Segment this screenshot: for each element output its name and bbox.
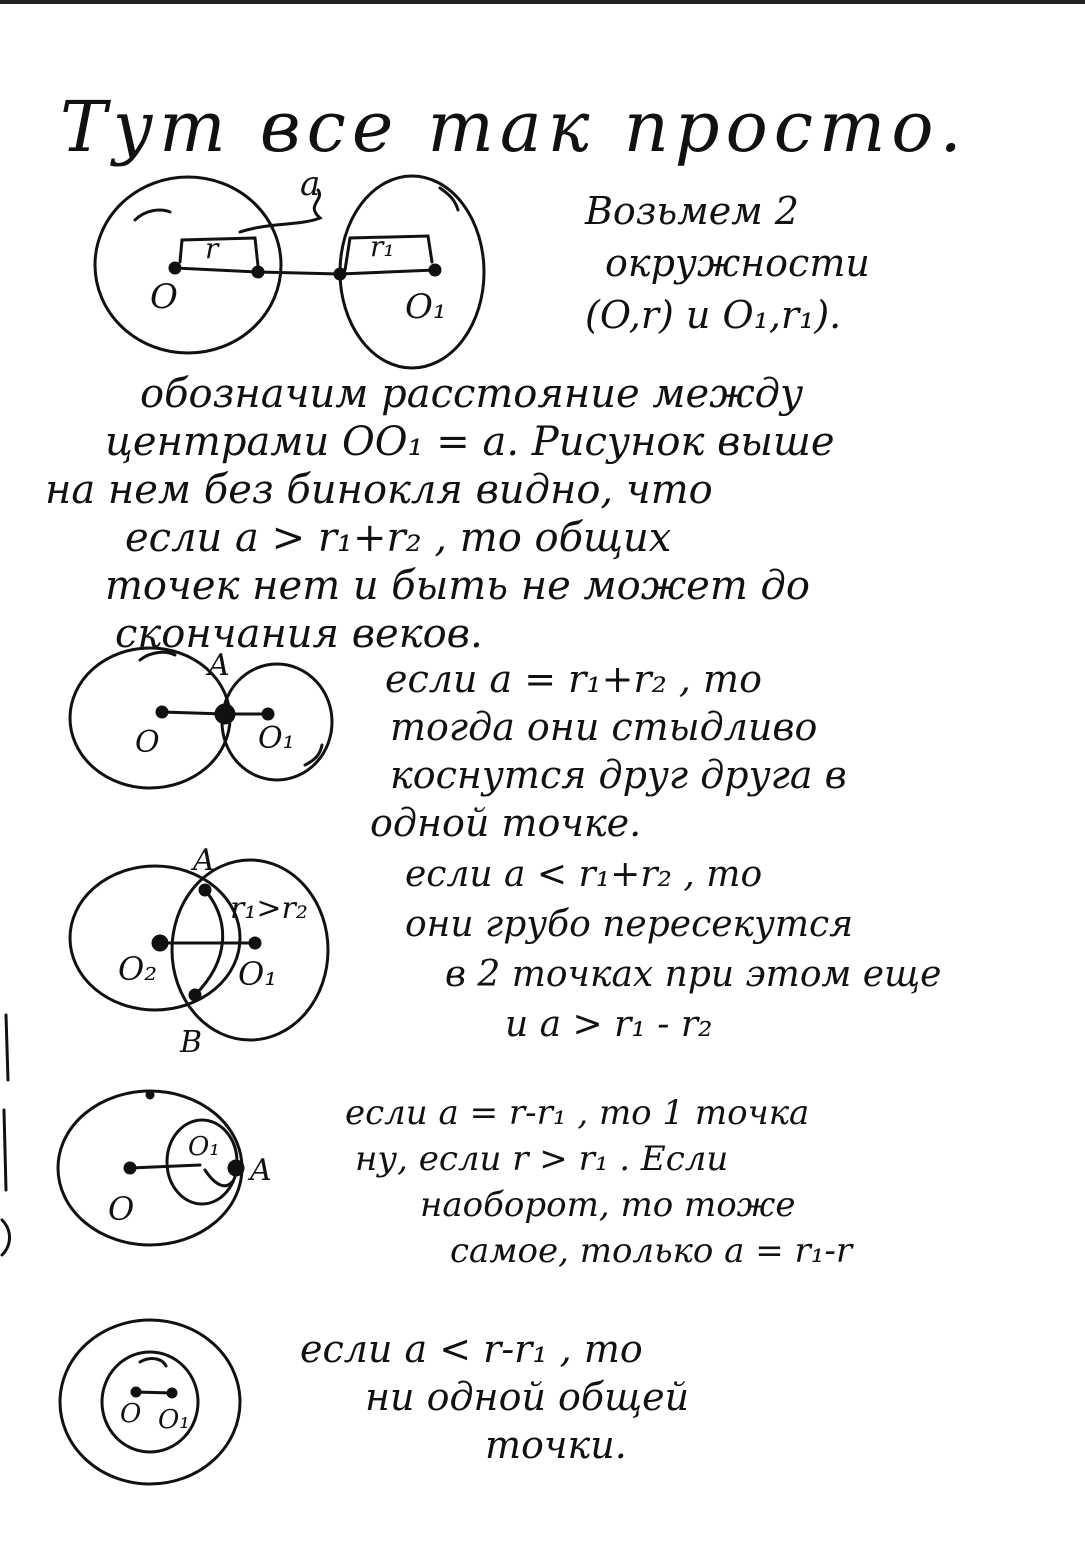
point-o — [170, 263, 180, 273]
circle-inner-5 — [102, 1352, 198, 1452]
point-o1-3 — [250, 938, 260, 948]
label-o2-3: O₂ — [118, 950, 158, 988]
para1-line-6: скончания веков. — [115, 611, 483, 657]
label-r1-1: r₁ — [370, 230, 395, 263]
point-top-4 — [147, 1092, 153, 1098]
label-a-2: A — [208, 648, 230, 683]
para3-line-2: они грубо пересекутся — [405, 904, 854, 945]
page-title: Тут все так просто. — [60, 86, 968, 168]
para3-line-4: и a > r₁ - r₂ — [505, 1004, 713, 1045]
point-o1 — [430, 265, 440, 275]
para4-line-2: ну, если r > r₁ . Если — [355, 1139, 729, 1179]
arc-tick-1 — [135, 210, 170, 220]
label-rel-3: r₁>r₂ — [230, 891, 308, 926]
intro-line-2: окружности — [605, 241, 870, 285]
circle-outer-5 — [60, 1320, 240, 1484]
para5-line-1: если a < r-r₁ , то — [300, 1327, 643, 1371]
label-b-3: B — [180, 1025, 203, 1060]
para5-line-3: точки. — [485, 1423, 627, 1467]
para2-line-4: одной точке. — [370, 801, 642, 845]
edge-mark-2 — [4, 1110, 6, 1190]
intro-line-3: (O,r) и O₁,r₁). — [585, 293, 842, 337]
arc-tick-3 — [305, 745, 322, 765]
point-b-3 — [190, 990, 200, 1000]
bracket-r — [180, 238, 258, 266]
point-o-4 — [125, 1163, 135, 1173]
para4-line-4: самое, только a = r₁-r — [450, 1231, 853, 1271]
segment-oo1-4 — [130, 1165, 200, 1168]
intro-line-1: Возьмем 2 — [585, 189, 799, 233]
label-a-4: A — [250, 1153, 272, 1188]
segment-oo1 — [175, 268, 435, 274]
para4-line-1: если a = r-r₁ , то 1 точка — [345, 1093, 810, 1133]
label-a-3: A — [193, 843, 215, 878]
point-o-5 — [132, 1388, 140, 1396]
circle-o-2 — [70, 648, 230, 788]
point-a-4 — [229, 1161, 243, 1175]
point-a-3 — [200, 885, 210, 895]
arc-tick-4 — [140, 652, 175, 660]
para1-line-2: центрами OO₁ = a. Рисунок выше — [105, 419, 835, 465]
para1-line-4: если a > r₁+r₂ , то общих — [125, 515, 672, 561]
label-o1-4: O₁ — [188, 1132, 220, 1162]
para1-line-3: на нем без бинокля видно, что — [45, 467, 713, 513]
para2-line-2: тогда они стыдливо — [390, 705, 818, 749]
diagram-intersecting-circles — [70, 860, 328, 1040]
para3-line-1: если a < r₁+r₂ , то — [405, 854, 763, 895]
arc-tick-5 — [205, 1170, 232, 1186]
diagram-separate-circles — [95, 176, 484, 368]
para2-line-3: коснутся друг друга в — [390, 753, 847, 797]
label-a-1: a — [300, 164, 321, 204]
para1-line-1: обозначим расстояние между — [140, 371, 804, 417]
label-o1-3: O₁ — [238, 955, 278, 993]
para5-line-2: ни одной общей — [365, 1375, 690, 1419]
diagram-tangent-circles — [70, 648, 332, 788]
circle-o1-3 — [172, 860, 328, 1040]
label-r-1: r — [205, 232, 219, 265]
point-o1-5 — [168, 1389, 176, 1397]
label-o1-2: O₁ — [258, 721, 295, 756]
edge-mark-1 — [6, 1015, 8, 1080]
para2-line-1: если a = r₁+r₂ , то — [385, 657, 762, 701]
label-o-5: O — [120, 1399, 142, 1429]
point-o-2 — [157, 707, 167, 717]
para4-line-3: наоборот, то тоже — [420, 1185, 796, 1225]
diagram-internal-tangent — [58, 1091, 242, 1245]
arc-tick-6 — [140, 1359, 166, 1366]
label-o-1: O — [150, 277, 178, 317]
label-o1-1: O₁ — [405, 287, 447, 327]
circle-o — [95, 177, 281, 353]
point-t1 — [253, 267, 263, 277]
para3-line-3: в 2 точках при этом еще — [445, 954, 942, 995]
point-o1-2 — [263, 709, 273, 719]
point-a-2 — [216, 705, 234, 723]
diagram-nested-circles — [60, 1320, 240, 1484]
point-t2 — [335, 269, 345, 279]
para1-line-5: точек нет и быть не может до — [105, 563, 810, 609]
label-o-2: O — [135, 725, 160, 760]
label-o-4: O — [108, 1190, 135, 1228]
point-o2-3 — [153, 936, 167, 950]
edge-mark-3 — [2, 1220, 10, 1255]
label-o1-5: O₁ — [158, 1405, 190, 1435]
